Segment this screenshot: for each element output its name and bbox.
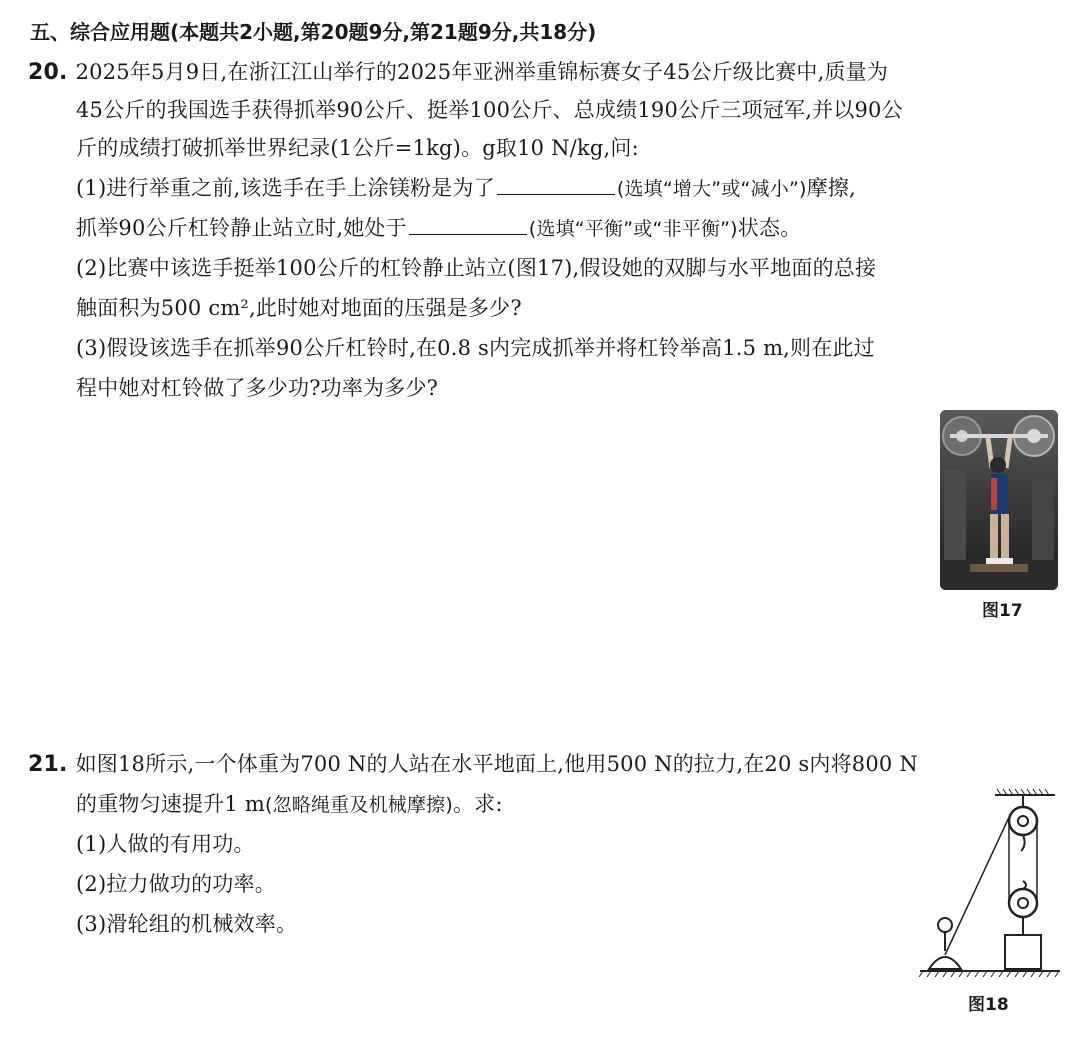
pulley-system-diagram <box>915 785 1065 985</box>
weightlifter-illustration <box>940 410 1058 590</box>
q20-intro-text1: 2025年5月9日,在浙江江山举行的2025年亚洲举重锦标赛女子45公斤级比赛中,质量为 <box>75 60 889 84</box>
q20-part1-line2 <box>76 214 801 243</box>
q20-intro-line3: 斤的成绩打破抓举世界纪录(1公斤=1kg)。g取10 N/kg,问: <box>76 136 639 160</box>
q21-number: 21. <box>28 752 68 777</box>
q20-intro-line2: 45公斤的我国选手获得抓举90公斤、挺举100公斤、总成绩190公斤三项冠军,并以90公 <box>76 98 903 122</box>
q20-number: 20. <box>28 60 68 85</box>
q20-part1-hint-2: (选填“平衡”或“非平衡”) <box>528 218 738 240</box>
q20-part1-text-b: 摩擦, <box>806 176 856 200</box>
q20-part3-line1: (3)假设该选手在抓举90公斤杠铃时,在0.8 s内完成抓举并将杠铃举高1.5 m,则在此过 <box>76 336 875 360</box>
answer-blank-1[interactable] <box>497 174 615 195</box>
q21-intro-hint: (忽略绳重及机械摩擦) <box>264 794 453 816</box>
q21-part3: (3)滑轮组的机械效率。 <box>76 912 298 936</box>
figure-17-caption: 图17 <box>982 601 1023 621</box>
q20-part1-hint-1: (选填“增大”或“减小”) <box>616 178 807 200</box>
q20-intro-line1 <box>28 58 888 87</box>
q21-intro-line1 <box>28 750 918 779</box>
weightlifter-photo <box>940 410 1058 590</box>
q21-intro-text1: 如图18所示,一个体重为700 N的人站在水平地面上,他用500 N的拉力,在20 s内将800 N <box>75 752 918 776</box>
q20-part2-line2: 触面积为500 cm²,此时她对地面的压强是多少? <box>76 296 522 320</box>
pulley-system-figure <box>915 785 1065 985</box>
q20-part1-line1 <box>76 174 856 203</box>
q21-intro-text2a: 的重物匀速提升1 m <box>76 792 265 816</box>
q21-part2: (2)拉力做功的功率。 <box>76 872 276 896</box>
q21-part1: (1)人做的有用功。 <box>76 832 255 856</box>
answer-blank-2[interactable] <box>409 214 527 235</box>
q21-intro-line2 <box>76 790 503 819</box>
q20-part1-text-a: (1)进行举重之前,该选手在手上涂镁粉是为了 <box>76 176 495 200</box>
q20-part1-text-c: 抓举90公斤杠铃静止站立时,她处于 <box>76 216 407 240</box>
q21-intro-text2b: 。求: <box>452 792 503 816</box>
q20-part1-text-d: 状态。 <box>737 216 802 240</box>
q20-part2-line1: (2)比赛中该选手挺举100公斤的杠铃静止站立(图17),假设她的双脚与水平地面的总接 <box>76 256 877 280</box>
section-header: 五、综合应用题(本题共2小题,第20题9分,第21题9分,共18分) <box>30 20 597 44</box>
figure-18-caption: 图18 <box>968 995 1009 1015</box>
q20-part3-line2: 程中她对杠铃做了多少功?功率为多少? <box>76 376 439 400</box>
